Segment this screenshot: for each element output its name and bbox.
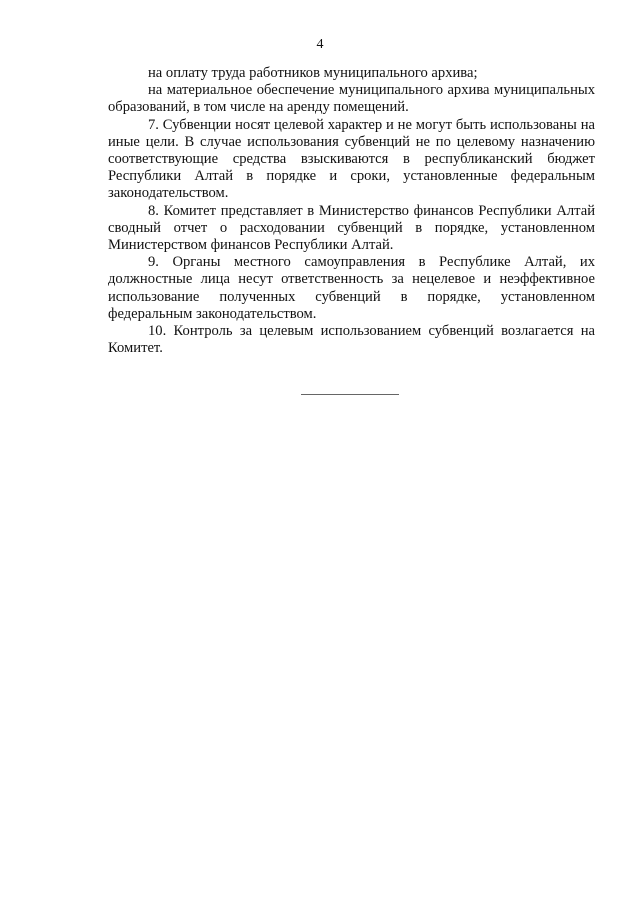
page-number: 4 [316,37,324,52]
document-body [108,65,595,357]
paragraph-8: 8. Комитет представляет в Министерство финансов Республики Алтай сводный отчет о расходовании субвенций в порядке, установленном Министерством финансов Республики Алтай. [108,202,595,254]
end-divider [301,394,399,395]
paragraph-salary-item: на оплату труда работников муниципального архива; [148,65,478,81]
paragraph-material-support-item: на материальное обеспечение муниципального архива муниципальных образований, в том числе на аренду помещений. [108,82,595,116]
paragraph-9: 9. Органы местного самоуправления в Республике Алтай, их должностные лица несут ответственность за нецелевое и неэффективное использование полученных субвенций в порядке, установленном федеральным законодательством. [108,254,595,322]
paragraph-7: 7. Субвенции носят целевой характер и не могут быть использованы на иные цели. В случае использования субвенций не по целевому назначению соответствующие средства взыскиваются в республиканский бюджет Республики Алтай в порядке и сроки, установленные федеральным законодательством. [108,116,595,202]
paragraph-10: 10. Контроль за целевым использованием субвенций возлагается на Комитет. [108,323,595,357]
